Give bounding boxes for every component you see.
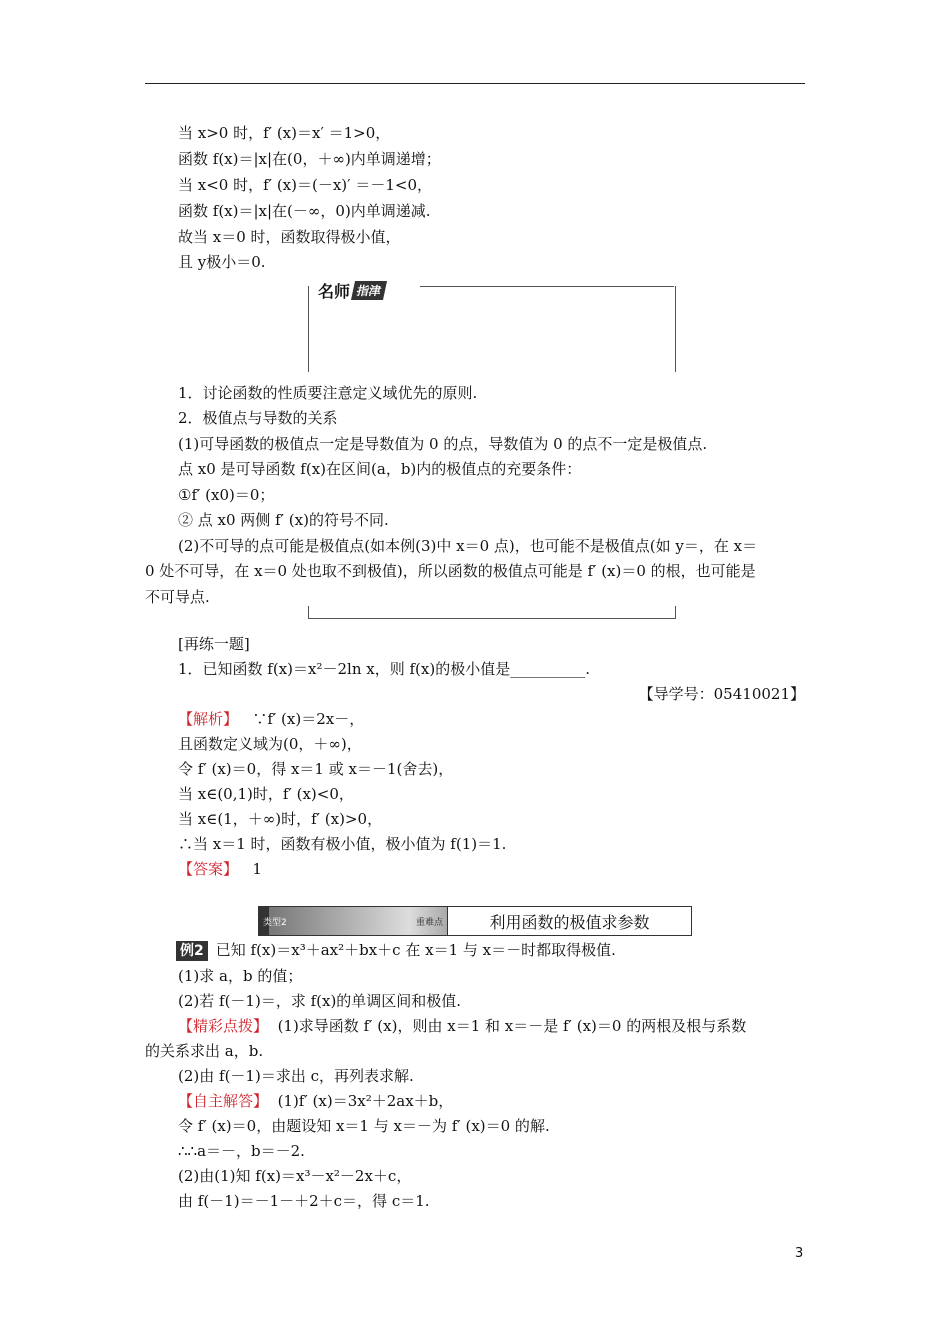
tip-line: 0 处不可导，在 x＝0 处也取不到极值)，所以函数的极值点可能是 f′ (x)＝0 的根，也可能是 [145,562,756,580]
analysis-tag: 【解析】 [178,710,239,728]
analysis-line: 当 x∈(0,1)时，f′ (x)<0， [178,785,354,803]
tip-line: 1．讨论函数的性质要注意定义域优先的原则. [178,384,478,402]
answer-value: 1 [252,860,262,878]
text-line: 当 x>0 时，f′ (x)＝x′ ＝1>0， [178,124,391,142]
tip-line: 点 x0 是可导函数 f(x)在区间(a，b)内的极值点的充要条件： [178,460,582,478]
practice-heading: [再练一题] [178,635,250,653]
tips-badge-dark: 指津 [351,281,387,300]
hint-line [178,1016,746,1036]
self-solve-text: (1)f′ (x)＝3x²＋2ax＋b， [277,1092,454,1110]
example-line: (2)若 f(－1)＝，求 f(x)的单调区间和极值. [178,992,462,1010]
tips-box-top-line [420,286,674,287]
example-stem: 已知 f(x)＝x³＋ax²＋bx＋c 在 x＝1 与 x＝－时都取得极值. [215,941,616,959]
self-solve-line: 由 f(－1)＝－1－＋2＋c＝，得 c＝1. [178,1192,430,1210]
page-number: 3 [795,1246,804,1261]
type-label: 类型2 [263,917,287,928]
hint-line: 的关系求出 a，b. [145,1042,264,1060]
tip-line: ①f′ (x0)＝0； [178,486,275,504]
hint-text: (1)求导函数 f′ (x)，则由 x＝1 和 x＝－是 f′ (x)＝0 的两根及根与系数 [277,1017,747,1035]
type-title: 利用函数的极值求参数 [447,907,691,935]
hint-tag: 【精彩点拨】 [178,1017,269,1035]
tip-line: (2)不可导的点可能是极值点(如本例(3)中 x＝0 点)，也可能不是极值点(如 y＝，在 x＝ [178,537,758,555]
self-solve-line [178,1091,453,1111]
tip-line: ② 点 x0 两侧 f′ (x)的符号不同. [178,511,389,529]
analysis-line: 当 x∈(1，＋∞)时，f′ (x)>0， [178,810,383,828]
analysis-line [178,709,364,729]
analysis-text: ∵f′ (x)＝2x－， [252,710,365,728]
answer-tag: 【答案】 [178,860,239,878]
tips-badge [318,278,418,302]
guide-number: 【导学号：05410021】 [638,685,805,703]
header-rule [145,83,805,84]
self-solve-line: 令 f′ (x)＝0，由题设知 x＝1 与 x＝－为 f′ (x)＝0 的解. [178,1117,550,1135]
hint-line: (2)由 f(－1)＝求出 c，再列表求解. [178,1067,414,1085]
type-banner-label [259,907,447,935]
analysis-line: ∴当 x＝1 时，函数有极小值，极小值为 f(1)＝1. [178,835,507,853]
tip-line: 2．极值点与导数的关系 [178,409,338,427]
tips-badge-text: 名师 [318,281,351,301]
text-line: 函数 f(x)＝|x|在(－∞，0)内单调递减. [178,202,431,220]
example-line: (1)求 a，b 的值； [178,967,303,985]
text-line: 故当 x＝0 时，函数取得极小值， [178,228,401,246]
tip-line: (1)可导函数的极值点一定是导数值为 0 的点，导数值为 0 的点不一定是极值点. [178,435,708,453]
text-line: 当 x<0 时，f′ (x)＝(－x)′ ＝－1<0， [178,176,432,194]
type-banner [258,906,692,936]
analysis-line: 且函数定义域为(0，＋∞)， [178,735,362,753]
example-stem-line [176,940,616,961]
analysis-line: 令 f′ (x)＝0，得 x＝1 或 x＝－1(舍去)， [178,760,454,778]
text-line: 函数 f(x)＝|x|在(0，＋∞)内单调递增； [178,150,441,168]
tip-line: 不可导点. [145,588,210,606]
answer-line [178,859,262,879]
text-line: 且 y极小＝0. [178,253,266,271]
example-badge: 例2 [176,941,208,961]
self-solve-tag: 【自主解答】 [178,1092,269,1110]
practice-question: 1．已知函数 f(x)＝x²－2ln x，则 f(x)的极小值是__________. [178,660,590,678]
tips-box-bottom [308,606,676,619]
type-tag: 重难点 [415,917,443,928]
self-solve-line: (2)由(1)知 f(x)＝x³－x²－2x＋c， [178,1167,412,1185]
self-solve-line: ∴∴a＝－，b＝－2. [178,1142,305,1160]
